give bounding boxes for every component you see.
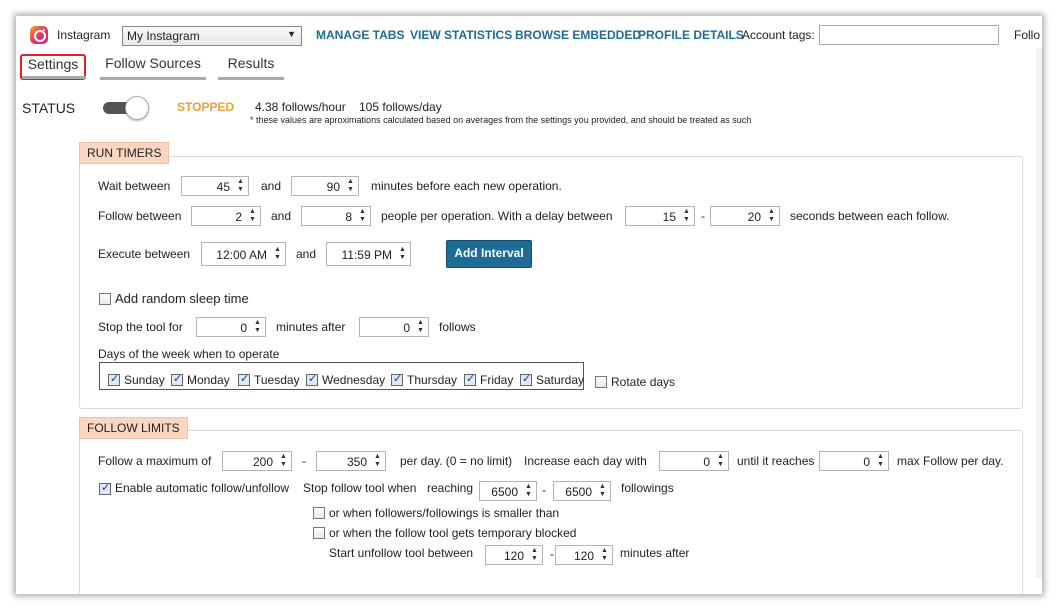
ratio-label: or when followers/followings is smaller than [329,506,560,520]
add-interval-button[interactable]: Add Interval [446,240,532,268]
status-label: STATUS [22,100,76,116]
increase-stepper[interactable] [659,451,729,471]
auto-follow-label: Enable automatic follow/unfollow [115,481,290,495]
execute-and-label: and [296,247,317,261]
delay-max-stepper[interactable] [710,206,780,226]
spinner-arrows-icon[interactable]: ▲ ▼ [877,453,884,468]
follow-min-stepper[interactable] [191,206,261,226]
until-label: until it reaches [737,454,815,468]
unfollow-max-value: 120 [573,549,594,563]
run-timers-title: RUN TIMERS [79,142,169,164]
tab-settings[interactable]: Settings [20,54,86,80]
tab-results[interactable]: Results [218,54,284,80]
max-min-stepper[interactable] [222,451,292,471]
spinner-arrows-icon[interactable]: ▲ ▼ [280,453,287,468]
day-tuesday-checkbox[interactable] [238,374,250,386]
max-dash: - [302,454,306,468]
spinner-arrows-icon[interactable]: ▲ ▼ [359,208,366,223]
account-select[interactable] [122,26,302,46]
chevron-down-icon: ▼ [287,29,296,39]
account-tags-input[interactable] [819,25,999,45]
blocked-checkbox[interactable] [313,527,325,539]
until-stepper[interactable] [819,451,889,471]
wait-min-stepper[interactable] [181,176,249,196]
wait-max-value: 90 [326,180,340,194]
spinner-arrows-icon[interactable]: ▲ ▼ [531,547,538,562]
delay-max-value: 20 [747,210,761,224]
wait-suffix: minutes before each new operation. [371,179,562,193]
rotate-days-checkbox[interactable] [595,376,607,388]
stop-label: Stop the tool for [98,320,183,334]
day-thursday-label: Thursday [407,373,458,387]
reaching-label: reaching [427,481,474,495]
follow-label: Follow between [98,209,182,223]
day-tuesday-label: Tuesday [254,373,300,387]
spinner-arrows-icon[interactable]: ▲ ▼ [683,208,690,223]
follow-min-value: 2 [235,210,242,224]
unfollow-label: Start unfollow tool between [329,546,474,560]
days-label: Days of the week when to operate [98,347,280,361]
reach-max-value: 6500 [565,485,592,499]
spinner-arrows-icon[interactable]: ▲ ▼ [601,547,608,562]
follow-cutoff-label[interactable]: Follo [1014,28,1041,42]
per-day-label: per day. (0 = no limit) [400,454,513,468]
day-monday-label: Monday [187,373,230,387]
random-sleep-checkbox[interactable] [99,293,111,305]
wait-max-stepper[interactable] [291,176,359,196]
unfollow-min-stepper[interactable] [485,545,543,565]
increase-label: Increase each day with [524,454,647,468]
stop-minutes-value: 0 [240,321,247,335]
max-follow-label: max Follow per day. [897,454,1004,468]
spinner-arrows-icon[interactable]: ▲ ▼ [254,319,261,334]
max-max-value: 350 [346,455,367,469]
unfollow-max-stepper[interactable] [555,545,613,565]
spinner-arrows-icon[interactable]: ▲ ▼ [347,178,354,193]
follow-limits-title: FOLLOW LIMITS [79,417,188,439]
blocked-label: or when the follow tool gets temporary blocked [329,526,577,540]
rotate-days-label: Rotate days [611,375,676,389]
execute-end-value: 11:59 PM [341,248,392,262]
wait-and-label: and [261,179,282,193]
delay-min-value: 15 [662,210,676,224]
follow-max-value: 8 [345,210,352,224]
max-label: Follow a maximum of [98,454,212,468]
random-sleep-label: Add random sleep time [115,291,249,306]
day-sunday-checkbox[interactable] [108,374,120,386]
day-thursday-checkbox[interactable] [391,374,403,386]
account-select-value: My Instagram [127,29,200,43]
max-max-stepper[interactable] [316,451,386,471]
follow-and-label: and [271,209,292,223]
follow-max-stepper[interactable] [301,206,371,226]
view-statistics-link[interactable]: VIEW STATISTICS [410,28,513,42]
unfollow-min-value: 120 [503,549,524,563]
stop-follows-value: 0 [403,321,410,335]
spinner-arrows-icon[interactable]: ▲ ▼ [599,483,606,498]
auto-follow-checkbox[interactable] [99,483,111,495]
unfollow-minutes-after: minutes after [620,546,690,560]
stop-when-label: Stop follow tool when [303,481,417,495]
wait-label: Wait between [98,179,171,193]
day-wednesday-checkbox[interactable] [306,374,318,386]
vertical-scrollbar[interactable] [1036,48,1042,578]
browse-embedded-link[interactable]: BROWSE EMBEDDED [515,28,642,42]
execute-start-value: 12:00 AM [216,248,267,262]
max-min-value: 200 [252,455,273,469]
account-tags-label: Account tags: [742,28,815,42]
day-saturday-checkbox[interactable] [520,374,532,386]
spinner-arrows-icon[interactable]: ▲ ▼ [525,483,532,498]
profile-details-link[interactable]: PROFILE DETAILS [638,28,744,42]
execute-end-picker[interactable] [326,242,411,266]
stop-follows-stepper[interactable] [359,317,429,337]
tab-follow-sources[interactable]: Follow Sources [100,54,206,80]
execute-start-picker[interactable] [201,242,286,266]
status-state: STOPPED [177,100,235,114]
app-name: Instagram [57,28,111,42]
rate-per-day: 105 follows/day [359,100,442,114]
day-wednesday-label: Wednesday [322,373,386,387]
status-toggle[interactable] [103,96,151,120]
execute-label: Execute between [98,247,191,261]
spinner-arrows-icon[interactable]: ▲ ▼ [374,453,381,468]
rate-note: * these values are aproximations calculated based on averages from the settings you provided, and should be treated as such [250,115,752,125]
day-sunday-label: Sunday [124,373,165,387]
reach-dash: - [542,483,546,497]
spinner-arrows-icon[interactable]: ▲ ▼ [274,246,281,261]
spinner-arrows-icon[interactable]: ▲ ▼ [237,178,244,193]
increase-value: 0 [703,455,710,469]
day-monday-checkbox[interactable] [171,374,183,386]
unfollow-dash: - [550,547,554,561]
followings-label: followings [621,481,674,495]
delay-dash: - [701,209,705,223]
delay-suffix: seconds between each follow. [790,209,950,223]
spinner-arrows-icon[interactable]: ▲ ▼ [399,246,406,261]
ratio-checkbox[interactable] [313,507,325,519]
instagram-icon [30,26,48,44]
stop-minutes-stepper[interactable] [196,317,266,337]
follow-suffix: people per operation. With a delay between [381,209,613,223]
spinner-arrows-icon[interactable]: ▲ ▼ [768,208,775,223]
day-friday-label: Friday [480,373,514,387]
reach-max-stepper[interactable] [553,481,611,501]
spinner-arrows-icon[interactable]: ▲ ▼ [417,319,424,334]
toggle-knob[interactable] [125,96,149,120]
rate-per-hour: 4.38 follows/hour [255,100,346,114]
spinner-arrows-icon[interactable]: ▲ ▼ [717,453,724,468]
spinner-arrows-icon[interactable]: ▲ ▼ [249,208,256,223]
until-value: 0 [863,455,870,469]
delay-min-stepper[interactable] [625,206,695,226]
day-friday-checkbox[interactable] [464,374,476,386]
reach-min-stepper[interactable] [479,481,537,501]
app-window [16,16,1042,594]
stop-minutes-after: minutes after [276,320,346,334]
reach-min-value: 6500 [491,485,518,499]
tab-settings-underline [22,76,86,79]
stop-follows-suffix: follows [439,320,476,334]
day-saturday-label: Saturday [536,373,585,387]
wait-min-value: 45 [216,180,230,194]
manage-tabs-link[interactable]: MANAGE TABS [316,28,405,42]
